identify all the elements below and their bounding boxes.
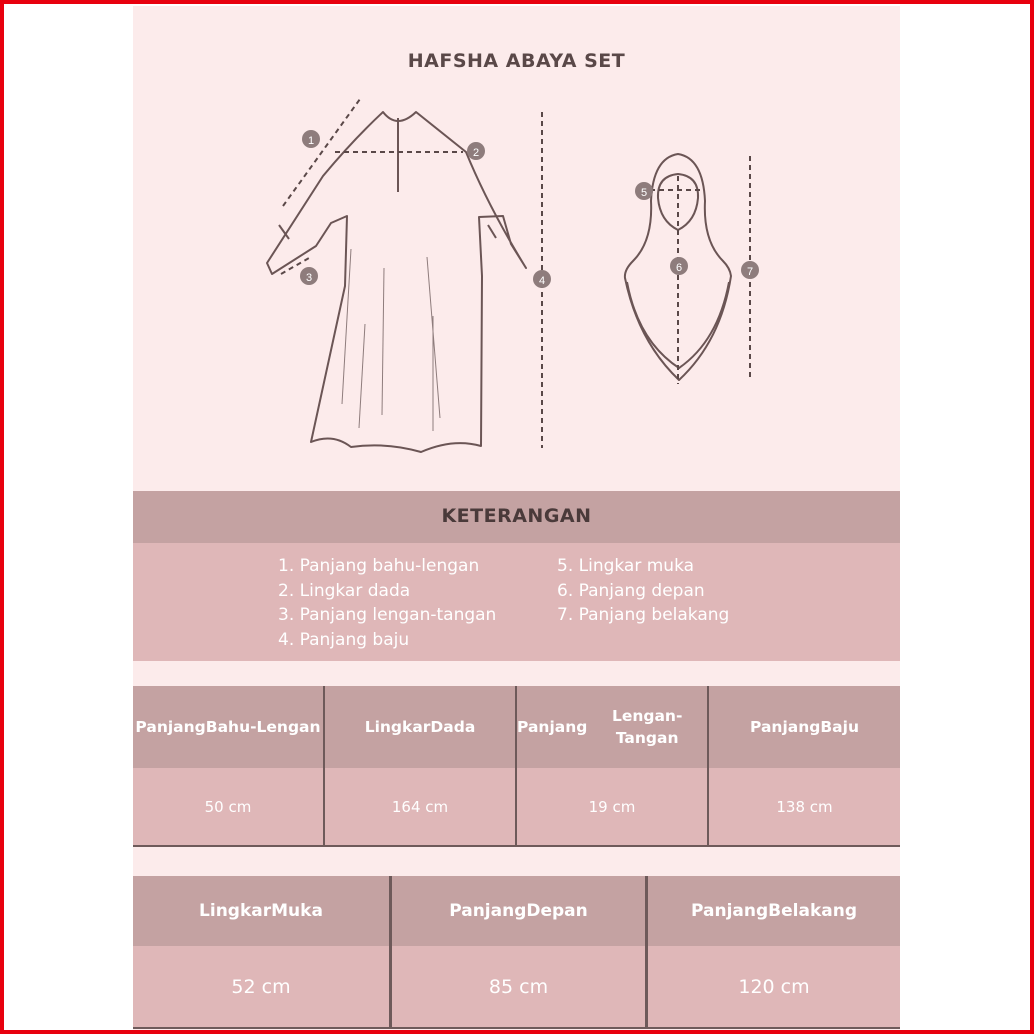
legend-item: 1. Panjang bahu-lengan: [278, 556, 480, 576]
legend-item: 7. Panjang belakang: [557, 605, 730, 625]
size-value: 19 cm: [517, 768, 707, 847]
column-header: Panjang Baju: [709, 686, 900, 768]
legend-column-1: [278, 554, 496, 652]
marker-6: [670, 257, 688, 275]
keterangan-heading: KETERANGAN: [133, 491, 900, 543]
marker-1: [302, 130, 320, 148]
marker-4: [533, 270, 551, 288]
column-header: Panjang Lengan-Tangan: [517, 686, 707, 768]
svg-text:6: 6: [675, 262, 683, 274]
size-value: 120 cm: [648, 946, 900, 1029]
legend-item: 4. Panjang baju: [278, 629, 410, 650]
size-column-lingkar-muka: [133, 876, 389, 1029]
hijab-size-table: [133, 876, 900, 1029]
legend-item: 2. Lingkar dada: [278, 580, 411, 601]
svg-text:5: 5: [640, 187, 648, 199]
marker-5: [635, 182, 653, 200]
size-value: 50 cm: [133, 768, 323, 847]
legend-item: 5. Lingkar muka: [557, 556, 695, 576]
size-value: 85 cm: [392, 946, 645, 1029]
product-title: HAFSHA ABAYA SET: [407, 50, 626, 72]
size-column-bahu-lengan: [133, 686, 323, 847]
column-header: Lingkar Dada: [325, 686, 515, 768]
legend-item: 3. Panjang lengan-tangan: [278, 605, 497, 625]
legend-panel: [133, 543, 900, 661]
size-column-panjang-baju: [709, 686, 900, 847]
abaya-fold-lines: [342, 249, 440, 431]
column-header: Panjang Depan: [392, 876, 645, 946]
column-header: Panjang Bahu-Lengan: [133, 686, 323, 768]
marker-3: [300, 267, 318, 285]
marker-7: [741, 261, 759, 279]
size-chart-sheet: [133, 6, 900, 1030]
size-column-panjang-belakang: [648, 876, 900, 1029]
legend-column-2: [557, 554, 729, 628]
svg-text:1: 1: [307, 135, 315, 147]
legend-item: 6. Panjang depan: [557, 580, 705, 601]
abaya-size-table: [133, 686, 900, 847]
size-column-panjang-depan: [392, 876, 645, 1029]
size-column-lengan-tangan: [517, 686, 707, 847]
svg-text:2: 2: [472, 147, 480, 159]
size-value: 164 cm: [325, 768, 515, 847]
svg-text:4: 4: [538, 275, 546, 287]
size-value: 138 cm: [709, 768, 900, 847]
column-header: Lingkar Muka: [133, 876, 389, 946]
svg-text:3: 3: [305, 272, 313, 284]
garment-illustration: [133, 6, 900, 486]
svg-text:7: 7: [746, 266, 754, 278]
marker-2: [467, 142, 485, 160]
size-column-lingkar-dada: [325, 686, 515, 847]
size-value: 52 cm: [133, 946, 389, 1029]
column-header: Panjang Belakang: [648, 876, 900, 946]
